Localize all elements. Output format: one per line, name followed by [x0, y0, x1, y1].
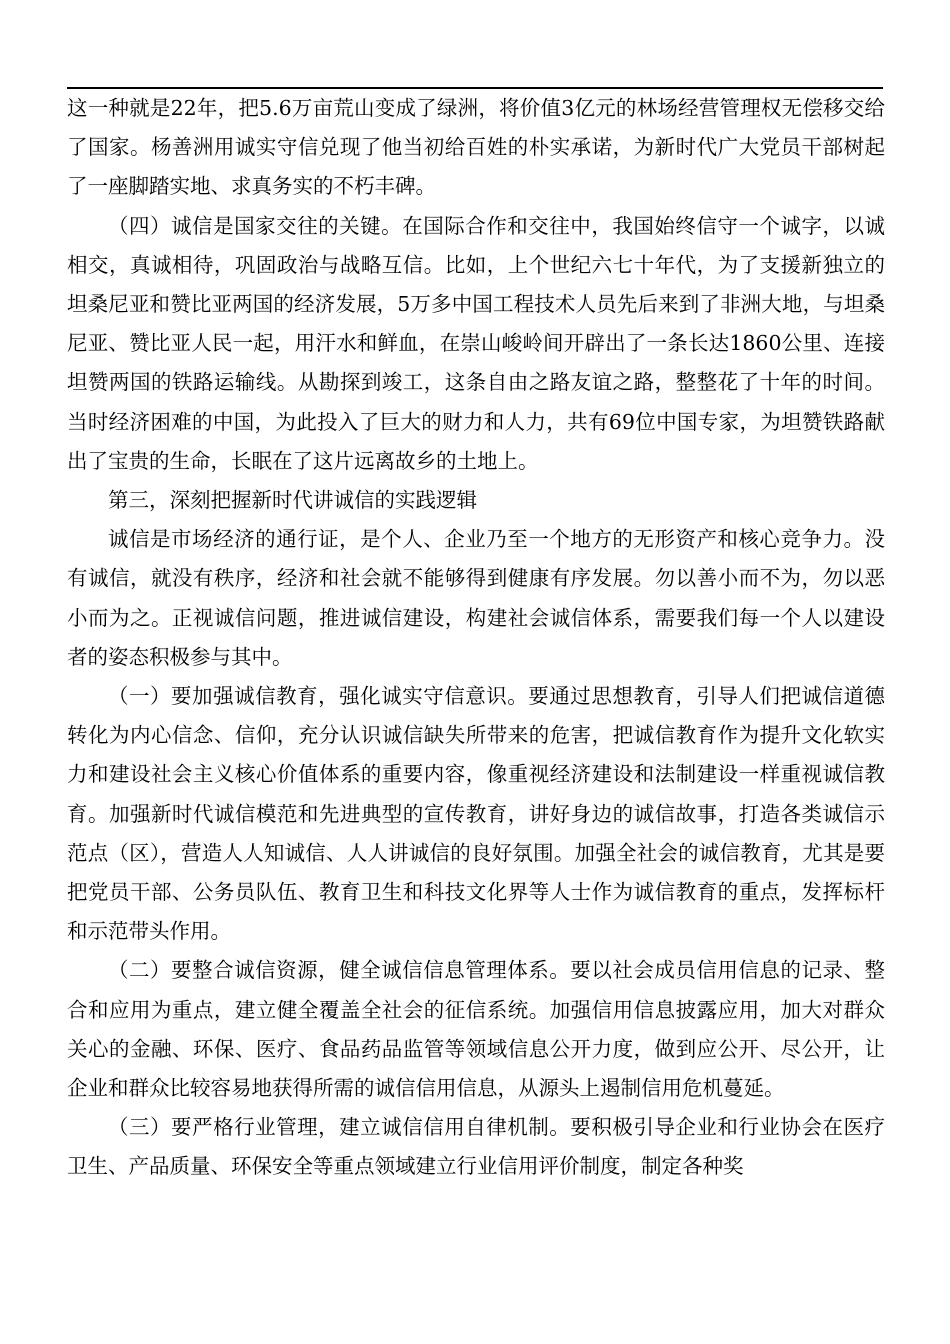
paragraph-item-two: （二）要整合诚信资源，健全诚信信息管理体系。要以社会成员信用信息的记录、整合和应用为重点，建立健全覆盖全社会的征信系统。加强信用信息披露应用，加大对群众关心的金融、环保、医疗、食品药品监管等领域信息公开力度，做到应公开、尽公开，让企业和群众比较容易地获得所需的诚信信用信息，从源头上遏制信用危机蔓延。	[67, 958, 885, 1101]
paragraph-continuation: 这一种就是22年，把5.6万亩荒山变成了绿洲，将价值3亿元的林场经营管理权无偿移交给了国家。杨善洲用诚实守信兑现了他当初给百姓的朴实承诺，为新时代广大党员干部树起了一座脚踏实地、求真务实的不朽丰碑。	[67, 96, 885, 199]
document-body	[67, 89, 885, 1187]
paragraph-item-three: （三）要严格行业管理，建立诚信信用自律机制。要积极引导企业和行业协会在医疗卫生、产品质量、环保安全等重点领域建立行业信用评价制度，制定各种奖	[67, 1115, 885, 1179]
section-heading-three: 第三，深刻把握新时代讲诚信的实践逻辑	[108, 488, 477, 513]
paragraph-section-four: （四）诚信是国家交往的关键。在国际合作和交往中，我国始终信守一个诚字，以诚相交，真诚相待，巩固政治与战略互信。比如，上个世纪六七十年代，为了支援新独立的坦桑尼亚和赞比亚两国的经济发展，5万多中国工程技术人员先后来到了非洲大地，与坦桑尼亚、赞比亚人民一起，用汗水和鲜血，在崇山峻岭间开辟出了一条长达1860公里、连接坦赞两国的铁路运输线。从勘探到竣工，这条自由之路友谊之路，整整花了十年的时间。当时经济困难的中国，为此投入了巨大的财力和人力，共有69位中国专家，为坦赞铁路献出了宝贵的生命，长眠在了这片远离故乡的土地上。	[67, 213, 885, 473]
paragraph-item-one: （一）要加强诚信教育，强化诚实守信意识。要通过思想教育，引导人们把诚信道德转化为内心信念、信仰，充分认识诚信缺失所带来的危害，把诚信教育作为提升文化软实力和建设社会主义核心价值体系的重要内容，像重视经济建设和法制建设一样重视诚信教育。加强新时代诚信模范和先进典型的宣传教育，讲好身边的诚信故事，打造各类诚信示范点（区），营造人人知诚信、人人讲诚信的良好氛围。加强全社会的诚信教育，尤其是要把党员干部、公务员队伍、教育卫生和科技文化界等人士作为诚信教育的重点，发挥标杆和示范带头作用。	[67, 684, 885, 944]
paragraph-intro: 诚信是市场经济的通行证，是个人、企业乃至一个地方的无形资产和核心竞争力。没有诚信，就没有秩序，经济和社会就不能够得到健康有序发展。勿以善小而不为，勿以恶小而为之。正视诚信问题，推进诚信建设，构建社会诚信体系，需要我们每一个人以建设者的姿态积极参与其中。	[67, 527, 885, 669]
